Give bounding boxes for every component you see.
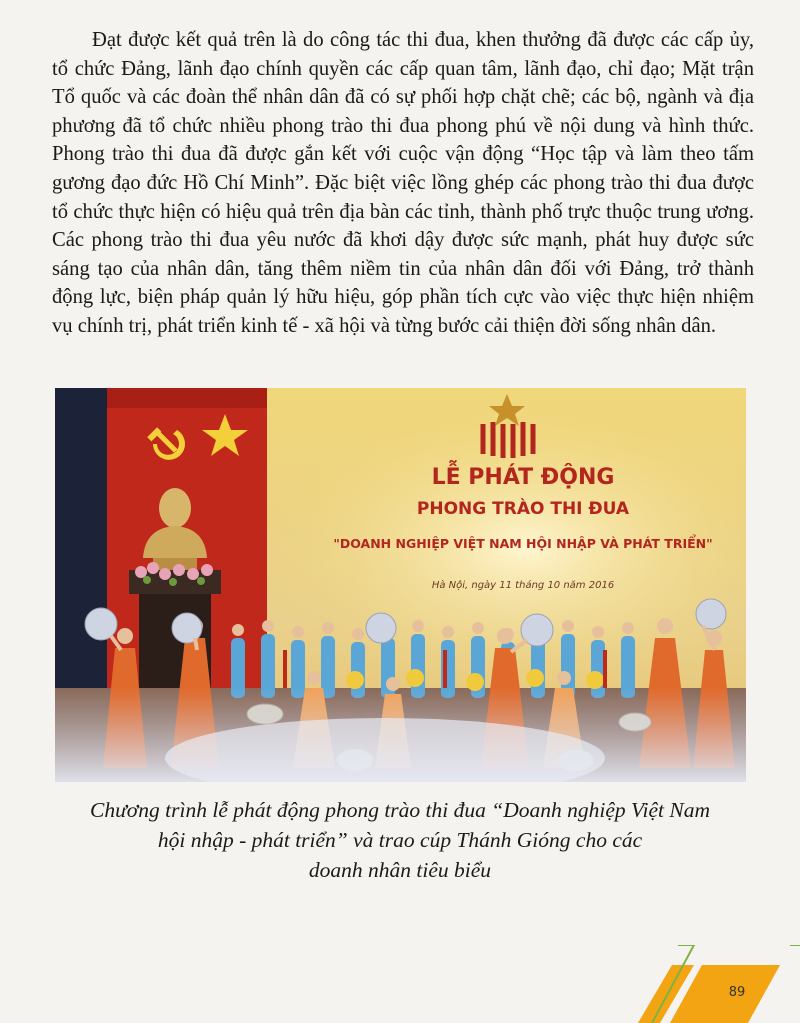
banner-theme: "DOANH NGHIỆP VIỆT NAM HỘI NHẬP VÀ PHÁT TRIỂN" xyxy=(333,536,713,551)
ceremony-photo xyxy=(55,388,746,782)
photo-caption xyxy=(60,795,740,885)
page-number: 89 xyxy=(728,985,746,1000)
banner-subtitle: PHONG TRÀO THI ĐUA xyxy=(416,499,630,519)
banner-title: LỄ PHÁT ĐỘNG xyxy=(431,465,615,490)
body-paragraph: Đạt được kết quả trên là do công tác thi đua, khen thưởng đã được các cấp ủy, tổ chức Đảng, lãnh đạo chính quyền các cấp quan tâm, lãnh đạo, chỉ đạo; Mặt trận Tổ quốc và các đoàn thể nhân dân đã có sự phối hợp chặt chẽ; các bộ, ngành và địa phương đã tổ chức nhiều phong trào thi đua phong phú về nội dung và hình thức. Phong trào thi đua đã được gắn kết với cuộc vận động “Học tập và làm theo tấm gương đạo đức Hồ Chí Minh”. Đặc biệt việc lồng ghép các phong trào thi đua được tổ chức thực hiện có hiệu quả trên địa bàn các tỉnh, thành phố trực thuộc trung ương. Các phong trào thi đua yêu nước đã khơi dậy được sức mạnh, phát huy được sức sáng tạo của nhân dân, tăng thêm niềm tin của nhân dân đối với Đảng, trở thành động lực, biện pháp quản lý hữu hiệu, góp phần tích cực vào việc thực hiện nhiệm vụ chính trị, phát triển kinh tế - xã hội và từng bước cải thiện đời sống nhân dân. xyxy=(52,29,754,337)
banner-date: Hà Nội, ngày 11 tháng 10 năm 2016 xyxy=(431,580,615,591)
footer-decoration xyxy=(630,945,800,1023)
caption-line-3: doanh nhân tiêu biểu xyxy=(308,858,492,882)
caption-line-1: Chương trình lễ phát động phong trào thi đua “Doanh nghiệp Việt Nam xyxy=(89,798,711,822)
caption-line-2: hội nhập - phát triển” và trao cúp Thánh Gióng cho các xyxy=(157,828,643,852)
